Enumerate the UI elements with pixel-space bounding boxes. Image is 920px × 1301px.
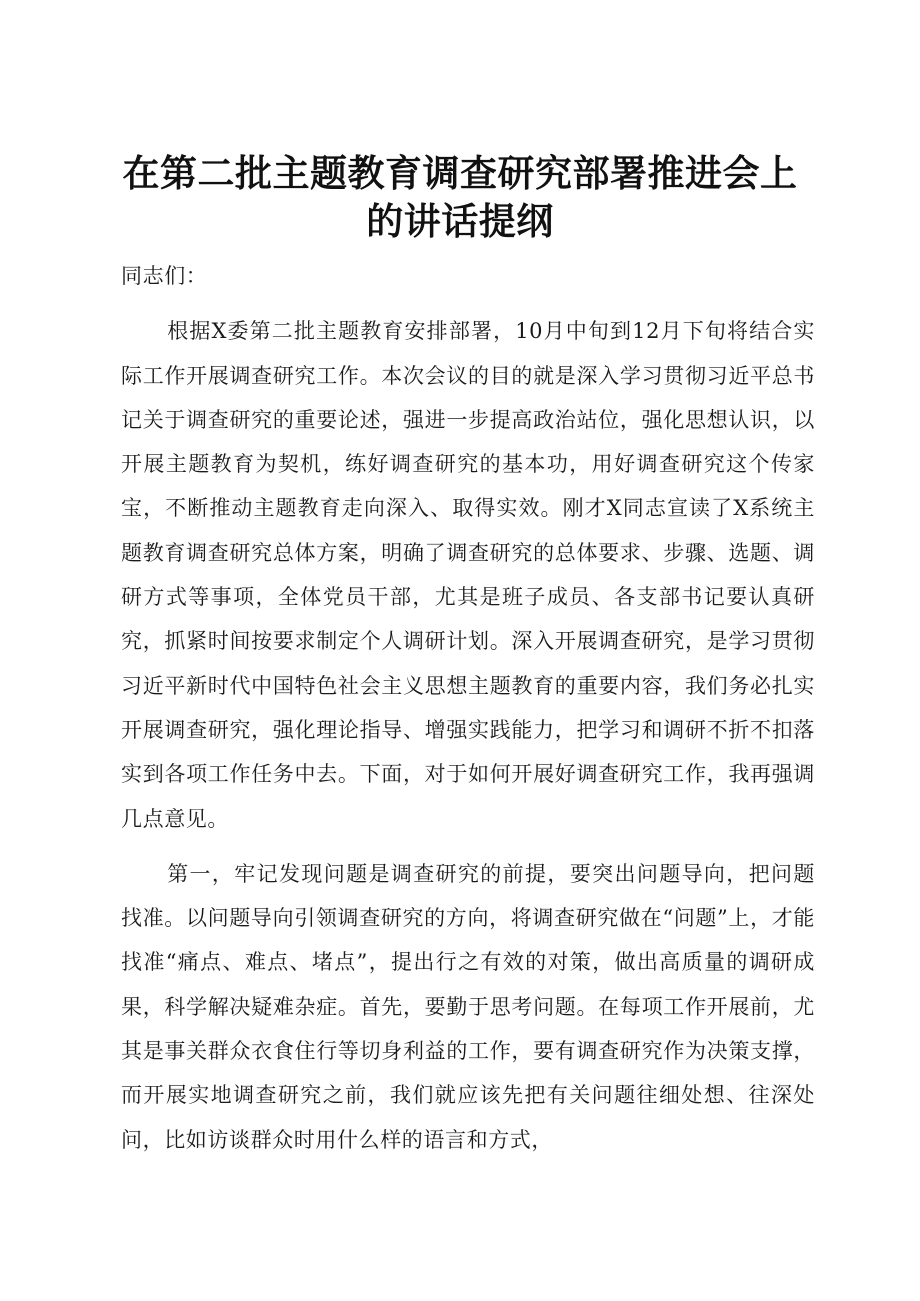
salutation: 同志们：: [121, 264, 208, 288]
document-title: 在第二批主题教育调查研究部署推进会上的讲话提纲: [122, 152, 798, 243]
document-body: [121, 254, 815, 1162]
paragraph-intro: 根据X委第二批主题教育安排部署，10月中旬到12月下旬将结合实际工作开展调查研究工作。本次会议的目的就是深入学习贯彻习近平总书记关于调查研究的重要论述，强进一步提高政治站位，强化思想认识，以开展主题教育为契机，练好调查研究的基本功，用好调查研究这个传家宝，不断推动主题教育走向深入、取得实效。刚才X同志宣读了X系统主题教育调查研究总体方案，明确了调查研究的总体要求、步骤、选题、调研方式等事项，全体党员干部，尤其是班子成员、各支部书记要认真研究，抓紧时间按要求制定个人调研计划。深入开展调查研究，是学习贯彻习近平新时代中国特色社会主义思想主题教育的重要内容，我们务必扎实开展调查研究，强化理论指导、增强实践能力，把学习和调研不折不扣落实到各项工作任务中去。下面，对于如何开展好调查研究工作，我再强调几点意见。: [121, 319, 815, 831]
paragraph-point-one: 第一，牢记发现问题是调查研究的前提，要突出问题导向，把问题找准。以问题导向引领调查研究的方向，将调查研究做在“问题”上，才能找准“痛点、难点、堵点”，提出行之有效的对策，做出高质量的调研成果，科学解决疑难杂症。首先，要勤于思考问题。在每项工作开展前，尤其是事关群众衣食住行等切身利益的工作，要有调查研究作为决策支撑，而开展实地调查研究之前，我们就应该先把有关问题往细处想、往深处问，比如访谈群众时用什么样的语言和方式，: [121, 861, 815, 1152]
